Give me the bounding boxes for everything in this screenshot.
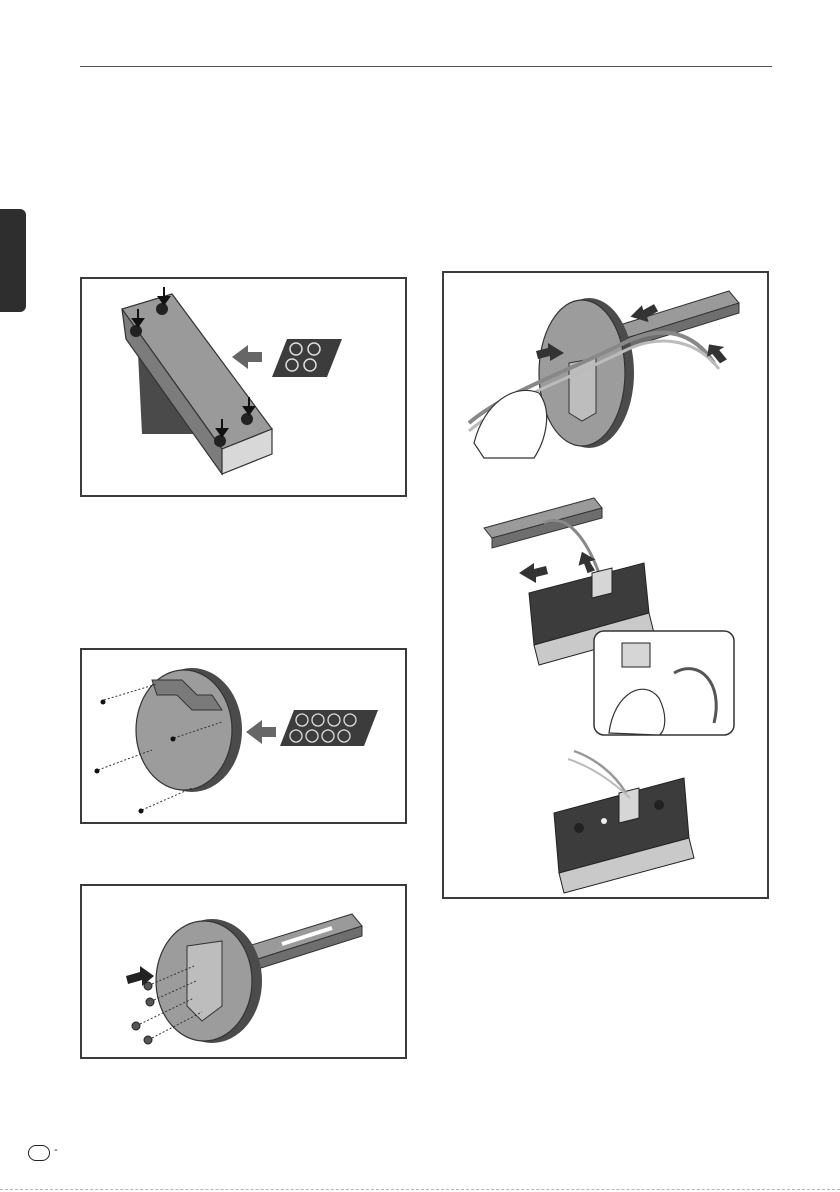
hand-illustration — [474, 390, 547, 458]
pad-sheet-icon — [280, 710, 378, 746]
illustration-panel-1 — [80, 277, 407, 497]
stand-base-pads-illustration — [82, 650, 407, 824]
foot-dot-1 — [156, 303, 168, 315]
header-rule — [80, 66, 772, 67]
page-number-dash: - — [54, 1144, 58, 1156]
bracket-screws-illustration — [82, 886, 407, 1059]
cable-connection-illustration — [444, 273, 769, 899]
illustration-panel-3 — [80, 884, 407, 1059]
foot-dot-4 — [214, 435, 226, 447]
illustration-panel-4 — [442, 271, 769, 899]
page-cut-line — [0, 1189, 840, 1190]
language-badge-icon — [28, 1145, 50, 1161]
foot-dot-2 — [130, 325, 142, 337]
left-arrow-icon — [232, 345, 262, 369]
chapter-side-tab — [0, 209, 26, 312]
foot-dot-3 — [241, 413, 253, 425]
speaker-feet-illustration — [82, 279, 407, 497]
illustration-panel-2 — [80, 648, 407, 824]
left-arrow-icon — [246, 720, 276, 744]
rubber-feet-sheet-icon — [272, 339, 342, 377]
